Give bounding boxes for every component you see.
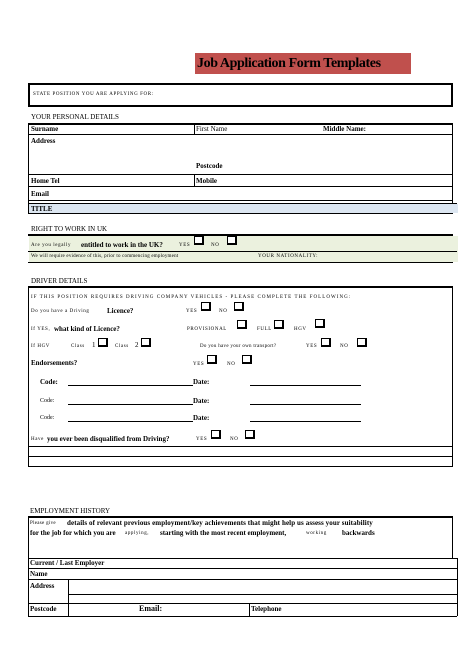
page-title: Job Application Form Templates (197, 56, 381, 71)
transport-yes-checkbox[interactable] (321, 338, 331, 347)
date-label-2: Date: (193, 397, 210, 405)
date-field-2[interactable] (250, 404, 361, 405)
employer-email-label: Email: (139, 604, 163, 613)
disqualified-no-checkbox[interactable] (245, 430, 255, 439)
code-label-2: Code: (40, 398, 55, 404)
mobile-label: Mobile (196, 177, 217, 185)
licence-yes-checkbox[interactable] (201, 302, 211, 311)
employment-intro-2e: backwards (342, 529, 375, 537)
uk-yes-label: YES (179, 243, 191, 248)
endorsements-label: Endorsements? (31, 359, 78, 367)
hgv-checkbox[interactable] (315, 319, 325, 328)
current-employer-label: Current / Last Employer (30, 559, 105, 567)
divider (28, 200, 453, 201)
employment-intro-2b: applying, (125, 531, 150, 536)
title-field[interactable] (56, 204, 454, 213)
transport-question: Do you have your own transport? (200, 344, 277, 349)
disqualified-yes-checkbox[interactable] (211, 430, 221, 439)
driver-notes-line-1[interactable] (28, 446, 453, 447)
employer-name-field[interactable] (52, 569, 454, 577)
licence-kind-question: what kind of Licence? (54, 325, 120, 333)
divider (28, 516, 453, 518)
divider (28, 213, 453, 214)
home-tel-field[interactable] (70, 175, 192, 185)
class-1-checkbox[interactable] (98, 338, 108, 347)
address-field[interactable] (30, 146, 450, 160)
mobile-field[interactable] (224, 175, 450, 185)
home-tel-label: Home Tel (31, 177, 60, 185)
code-label-1: Code: (40, 378, 58, 386)
code-field-1[interactable] (68, 385, 193, 386)
uk-no-checkbox[interactable] (227, 236, 237, 245)
divider (28, 286, 453, 288)
first-name-field[interactable] (240, 124, 320, 133)
licence-no-checkbox[interactable] (234, 302, 244, 311)
driver-notes-line-2[interactable] (28, 456, 453, 457)
endorsements-no-label: NO (227, 362, 236, 367)
divider (28, 286, 29, 467)
class-2-label: Class (115, 344, 129, 349)
uk-yes-checkbox[interactable] (194, 236, 204, 245)
endorsements-yes-label: YES (193, 362, 205, 367)
driver-heading: DRIVER DETAILS (31, 277, 88, 285)
code-label-3: Code: (40, 415, 55, 421)
class-2-checkbox[interactable] (141, 338, 151, 347)
middle-name-label: Middle Name: (323, 125, 366, 133)
divider (28, 616, 457, 617)
disqualified-no-label: NO (230, 437, 239, 442)
date-label-3: Date: (193, 414, 210, 422)
provisional-label: PROVISIONAL (187, 327, 227, 332)
disqualified-lead: Have (31, 437, 44, 442)
employment-intro: details of relevant previous employment/key achievements that might help us assess your suitability (67, 519, 373, 527)
licence-question: Licence? (107, 307, 134, 315)
postcode-label: Postcode (196, 162, 223, 170)
provisional-checkbox[interactable] (237, 320, 247, 329)
nationality-field[interactable] (330, 252, 450, 261)
first-name-label: First Name (196, 125, 228, 133)
divider (28, 262, 453, 263)
right-to-work-heading: RIGHT TO WORK IN UK (31, 225, 108, 233)
if-hgv-label: If HGV (31, 344, 51, 349)
employment-intro-2d: working (306, 531, 327, 536)
class-2-number: 2 (135, 341, 139, 349)
code-field-2[interactable] (68, 404, 193, 405)
email-field[interactable] (56, 187, 450, 198)
licence-kind-lead: If YES, (31, 327, 51, 332)
employment-intro-2a: for the job for which you are (30, 529, 116, 537)
divider (452, 516, 453, 558)
evidence-note: We will require evidence of this, prior to commencing employment (31, 254, 179, 259)
divider (28, 134, 453, 135)
full-checkbox[interactable] (274, 320, 284, 329)
employer-telephone-field[interactable] (290, 604, 454, 615)
postcode-field[interactable] (232, 161, 450, 171)
divider (194, 174, 195, 186)
employer-name-label: Name (30, 570, 48, 578)
licence-yes-label: YES (186, 309, 198, 314)
class-1-label: Class (71, 344, 85, 349)
transport-no-label: NO (340, 344, 349, 349)
hgv-label: HGV (294, 327, 307, 332)
employment-intro-2c: starting with the most recent employment, (160, 529, 287, 537)
surname-label: Surname (31, 125, 59, 133)
personal-heading: YOUR PERSONAL DETAILS (31, 113, 119, 121)
address-label: Address (31, 137, 56, 145)
full-label: FULL (257, 327, 272, 332)
divider (28, 516, 29, 616)
endorsements-no-checkbox[interactable] (242, 355, 252, 364)
employment-heading: EMPLOYMENT HISTORY (30, 507, 111, 515)
date-label-1: Date: (193, 378, 210, 386)
position-label: STATE POSITION YOU ARE APPLYING FOR: (33, 92, 154, 97)
employer-email-field[interactable] (170, 604, 248, 615)
divider (249, 603, 250, 616)
driver-notes-line-3[interactable] (28, 466, 453, 467)
disqualified-yes-label: YES (196, 437, 208, 442)
employer-telephone-label: Telephone (251, 605, 282, 613)
employer-postcode-label: Postcode (30, 605, 57, 613)
disqualified-question: you ever been disqualified from Driving? (47, 435, 170, 443)
divider (68, 579, 69, 616)
class-1-number: 1 (92, 341, 96, 349)
title-field-label: TITLE (31, 205, 53, 213)
driver-intro: IF THIS POSITION REQUIRES DRIVING COMPANY VEHICLES - PLEASE COMPLETE THE FOLLOWING: (31, 295, 352, 300)
employer-address-label: Address (30, 582, 55, 590)
licence-question-lead: Do you have a Driving (31, 309, 90, 314)
transport-yes-label: YES (306, 344, 318, 349)
licence-no-label: NO (219, 309, 228, 314)
divider (194, 123, 195, 134)
employer-address-field[interactable] (70, 580, 454, 594)
surname-field[interactable] (70, 124, 192, 133)
endorsements-yes-checkbox[interactable] (207, 355, 217, 364)
email-label: Email (31, 190, 49, 198)
employment-intro-lead: Please give (30, 521, 56, 526)
transport-no-checkbox[interactable] (357, 338, 367, 347)
divider (68, 594, 457, 595)
employer-postcode-field[interactable] (70, 604, 140, 615)
date-field-1[interactable] (250, 385, 361, 386)
uk-no-label: NO (211, 243, 220, 248)
nationality-label: YOUR NATIONALITY: (258, 254, 319, 259)
divider (452, 286, 453, 467)
code-field-3[interactable] (68, 421, 193, 422)
uk-question: entitled to work in the UK? (81, 241, 163, 249)
uk-question-lead: Are you legally (31, 243, 72, 248)
divider (457, 558, 458, 616)
date-field-3[interactable] (250, 421, 361, 422)
